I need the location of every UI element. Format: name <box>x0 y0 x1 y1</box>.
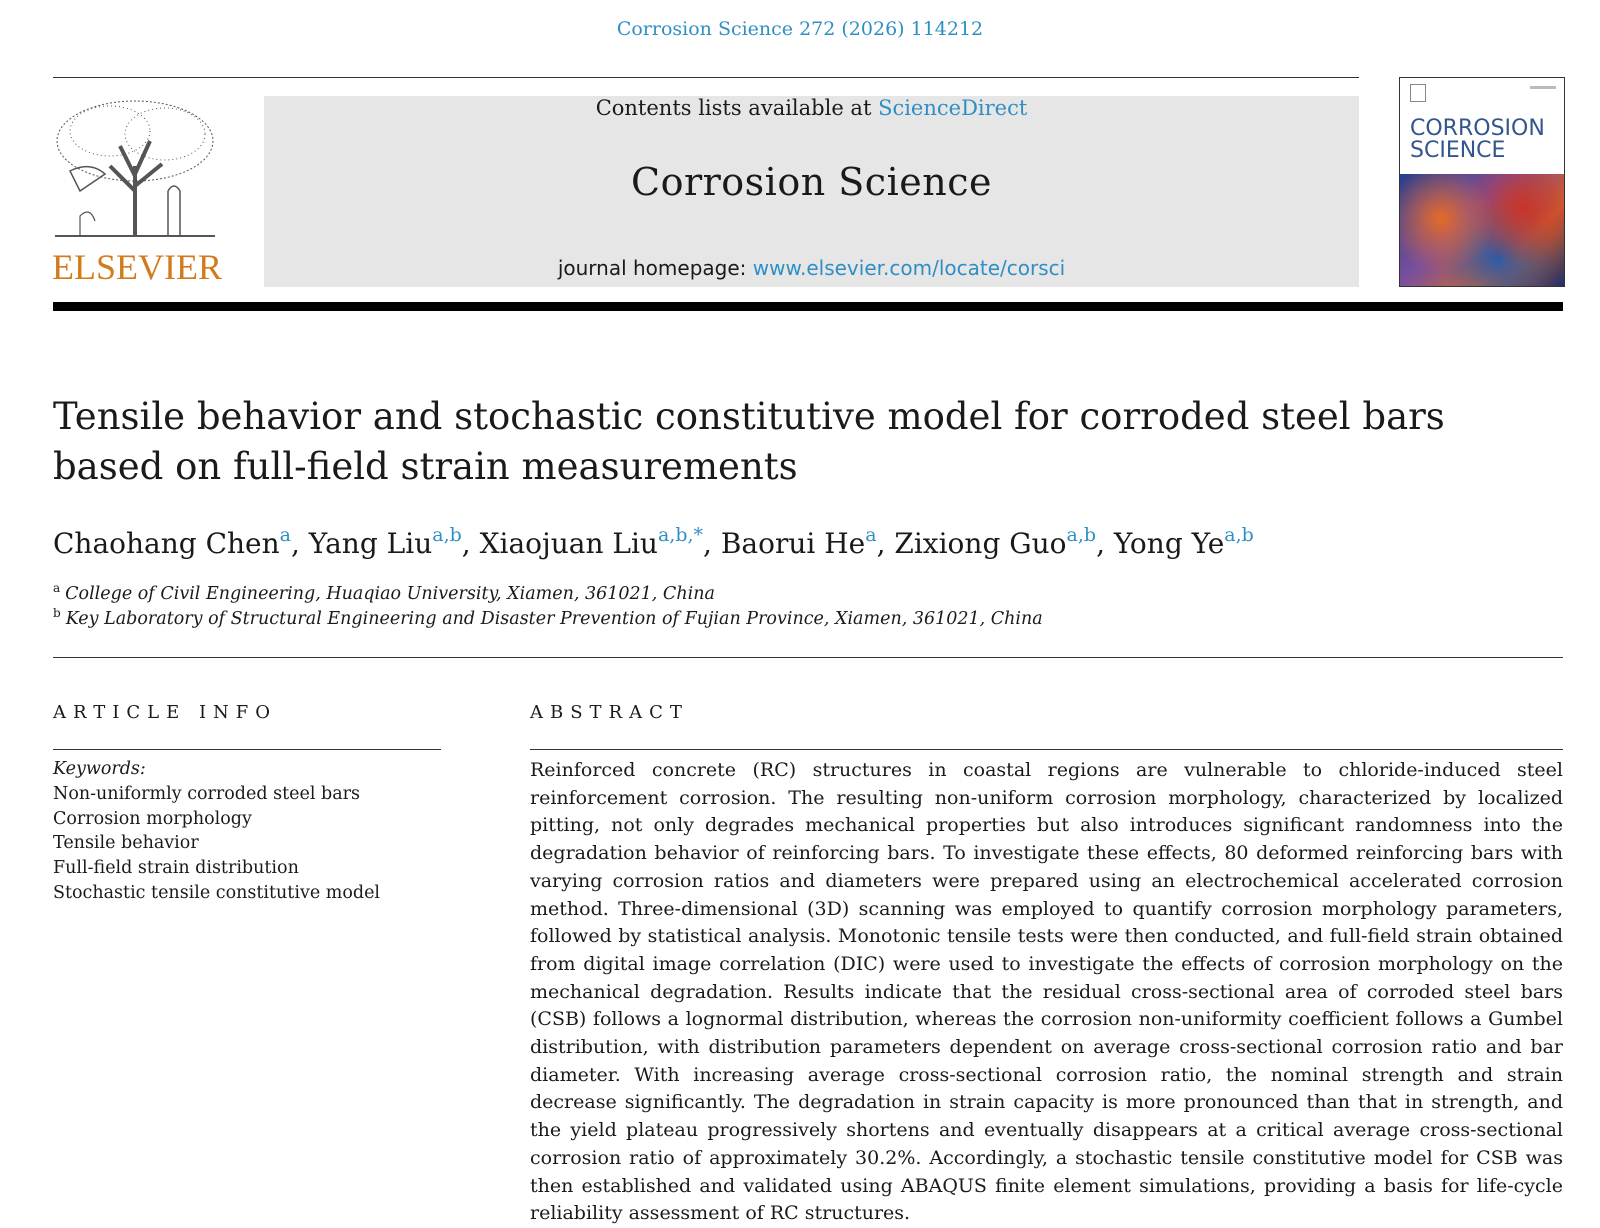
affiliations <box>53 582 1453 632</box>
title-line-1: Tensile behavior and stochastic constitutive model for corroded steel bars <box>53 395 1445 438</box>
article-info-heading: ARTICLE INFO <box>53 702 278 723</box>
header-divider <box>53 302 1563 311</box>
cover-title <box>1410 118 1545 162</box>
cover-title-line2: SCIENCE <box>1410 138 1506 163</box>
author-affiliation-mark[interactable]: a,b,* <box>657 524 704 546</box>
journal-homepage-link[interactable]: www.elsevier.com/locate/corsci <box>752 256 1066 280</box>
sciencedirect-link[interactable]: ScienceDirect <box>878 96 1028 120</box>
paper-title <box>53 392 1453 492</box>
author-affiliation-mark[interactable]: a,b <box>1224 524 1254 546</box>
cover-title-line1: CORROSION <box>1410 116 1545 141</box>
author-name[interactable]: Baorui He <box>720 527 866 560</box>
keywords-label: Keywords: <box>53 759 146 779</box>
journal-banner <box>264 96 1359 287</box>
affiliation-mark: a <box>53 581 61 595</box>
abstract-rule <box>530 749 1563 750</box>
author-name[interactable]: Zixiong Guo <box>894 527 1067 560</box>
author-name[interactable]: Chaohang Chen <box>53 527 280 560</box>
title-line-2: based on full-field strain measurements <box>53 445 798 488</box>
author-name[interactable]: Xiaojuan Liu <box>479 527 658 560</box>
article-info-rule <box>53 749 441 750</box>
keyword-item: Stochastic tensile constitutive model <box>53 882 381 903</box>
affiliation-item <box>53 607 1453 632</box>
section-divider <box>53 657 1563 658</box>
affiliation-text: College of Civil Engineering, Huaqiao University, Xiamen, 361021, China <box>65 584 715 604</box>
top-divider <box>53 77 1359 78</box>
contents-prefix: Contents lists available at <box>595 96 879 120</box>
keywords-block <box>53 757 441 906</box>
keyword-item: Full-field strain distribution <box>53 858 299 879</box>
keyword-item: Non-uniformly corroded steel bars <box>53 783 360 804</box>
author-name[interactable]: Yong Ye <box>1113 527 1225 560</box>
elsevier-logo[interactable] <box>50 96 225 286</box>
homepage-line <box>264 256 1359 280</box>
abstract-heading: ABSTRACT <box>530 702 689 723</box>
homepage-prefix: journal homepage: <box>557 256 753 280</box>
contents-line <box>264 96 1359 120</box>
author-affiliation-mark[interactable]: a <box>279 524 291 546</box>
keyword-item: Tensile behavior <box>53 833 199 854</box>
author-name[interactable]: Yang Liu <box>308 527 433 560</box>
author-list: Chaohang Chen$^a$, Yang Liu$^{a,b}$, Xiaojuan Liu$^{a,b,*}$, Baorui He$^a$, Zixiong Guo$^{a,b}$, Yong Ye$^{a,b}$ <box>53 524 1254 560</box>
journal-citation[interactable]: Corrosion Science 272 (2026) 114212 <box>616 18 984 40</box>
keyword-item: Corrosion morphology <box>53 808 252 829</box>
cover-tag <box>1530 86 1556 89</box>
affiliation-mark: b <box>53 606 61 620</box>
cover-artwork <box>1400 174 1564 286</box>
journal-name: Corrosion Science <box>631 160 992 204</box>
journal-cover-thumbnail[interactable] <box>1399 77 1565 287</box>
author-affiliation-mark[interactable]: a,b <box>432 524 462 546</box>
affiliation-item <box>53 582 1453 607</box>
cover-logo-icon <box>1410 84 1426 102</box>
publisher-wordmark: ELSEVIER <box>52 247 222 287</box>
tree-emblem-icon <box>50 96 220 246</box>
affiliation-text: Key Laboratory of Structural Engineering and Disaster Prevention of Fujian Province, Xiamen, 361021, China <box>65 609 1043 629</box>
author-affiliation-mark[interactable]: a <box>865 524 877 546</box>
author-affiliation-mark[interactable]: a,b <box>1066 524 1097 546</box>
abstract-text: Reinforced concrete (RC) structures in coastal regions are vulnerable to chloride-induced steel reinforcement corrosion. The resulting non-uniform corrosion morphology, characterized by localized pitting, not only degrades mechanical properties but also introduces significant randomness into the degradation behavior of reinforcing bars. To investigate these effects, 80 deformed reinforcing bars with varying corrosion ratios and diameters were prepared using an electrochemical accelerated corrosion method. Three-dimensional (3D) scanning was employed to quantify corrosion morphology parameters, followed by statistical analysis. Monotonic tensile tests were then conducted, and full-field strain obtained from digital image correlation (DIC) were used to investigate the effects of corrosion morphology on the mechanical degradation. Results indicate that the residual cross-sectional area of corroded steel bars (CSB) follows a lognormal distribution, whereas the corrosion non-uniformity coefficient follows a Gumbel distribution, with distribution parameters dependent on average cross-sectional corrosion ratio and bar diameter. With increasing average cross-sectional corrosion ratio, the nominal strength and strain decrease significantly. The degradation in strain capacity is more pronounced than that in strength, and the yield plateau progressively shortens and eventually disappears at a critical average cross-sectional corrosion ratio of approximately 30.2%. Accordingly, a stochastic tensile constitutive model for CSB was then established and validated using ABAQUS finite element simulations, providing a basis for life-cycle reliability assessment of RC structures. <box>530 759 1563 1225</box>
